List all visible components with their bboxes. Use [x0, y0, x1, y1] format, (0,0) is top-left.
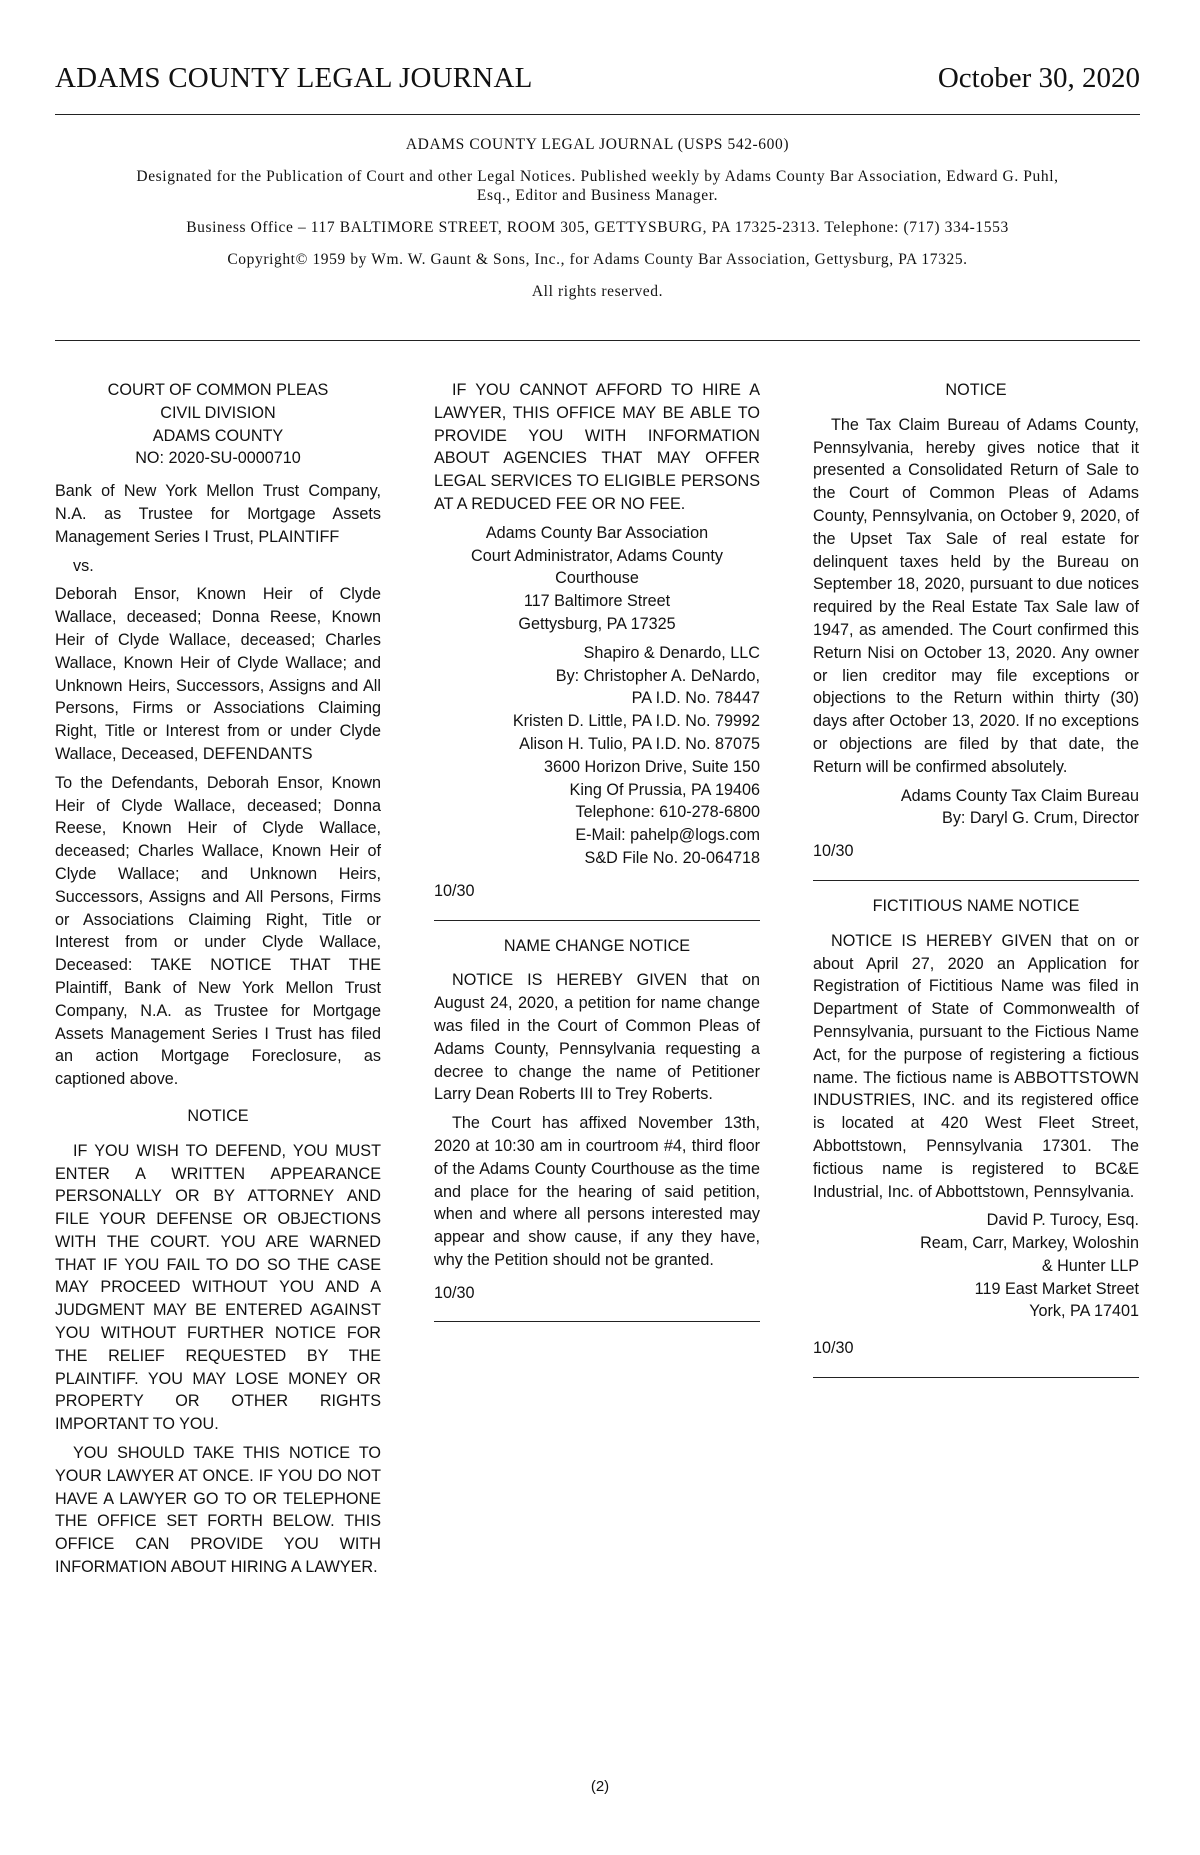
tax-claim-signature: [813, 785, 1139, 831]
issue-date: October 30, 2020: [937, 62, 1140, 94]
fictitious-sign-1: David P. Turocy, Esq.: [986, 1211, 1139, 1230]
tax-claim-heading: NOTICE: [945, 381, 1007, 399]
notice-divider: [434, 1321, 760, 1322]
masthead-designation: Designated for the Publication of Court and other Legal Notices. Published weekly by Adams County Bar Association, Edward G. Puhl, Esq., Editor and Business Manager.: [136, 168, 1059, 204]
case-number: NO: 2020-SU-0000710: [135, 449, 301, 468]
masthead: [55, 135, 1140, 314]
bar-street: 117 Baltimore Street: [523, 592, 671, 611]
masthead-title: ADAMS COUNTY LEGAL JOURNAL (USPS 542-600): [405, 136, 790, 153]
name-change-p1: NOTICE IS HEREBY GIVEN that on August 24, 2020, a petition for name change was filed in the Court of Common Pleas of Adams County, Pennsylvania requesting a decree to change the name of Petitioner Larry Dean Roberts III to Trey Roberts.: [434, 971, 760, 1104]
tax-claim-date: 10/30: [813, 842, 854, 861]
bar-admin: Court Administrator, Adams County Courthouse: [471, 546, 723, 588]
notice-divider: [813, 1377, 1139, 1378]
court-county: ADAMS COUNTY: [152, 426, 284, 445]
foreclosure-notice-p2: YOU SHOULD TAKE THIS NOTICE TO YOUR LAWYER AT ONCE. IF YOU DO NOT HAVE A LAWYER GO TO OR TELEPHONE THE OFFICE SET FORTH BELOW. THIS OFFICE CAN PROVIDE YOU WITH INFORMATION ABOUT HIRING A LAWYER.: [55, 1444, 381, 1577]
tax-claim-p1: The Tax Claim Bureau of Adams County, Pennsylvania, hereby gives notice that it presented a Consolidated Return of Sale to the Court of Common Pleas of Adams County, Pennsylvania, on October 9, 2020, of the Upset Tax Sale of real estate for delinquent taxes held by the Bureau on September 18, 2020, pursuant to due notices required by the Real Estate Tax Sale law of 1947, as amended. The Court confirmed this Return Nisi on October 13, 2020. Any owner or lien creditor may file exceptions or objections to the Return within thirty (30) days after October 13, 2020. If no exceptions or objections are filed by that date, the Return will be confirmed absolutely.: [813, 415, 1139, 776]
bar-city: Gettysburg, PA 17325: [518, 614, 676, 633]
attorney-3: Alison H. Tulio, PA I.D. No. 87075: [519, 734, 760, 753]
defendants-text: Deborah Ensor, Known Heir of Clyde Wallace, deceased; Donna Reese, Known Heir of Clyde Wallace, deceased; Charles Wallace, Known Heir of Clyde Wallace; and Unknown Heirs, Successors, Assigns and All Persons, Firms or Associations Claiming Right, Title or Interest from or under Clyde Wallace, Deceased, DEFENDANTS: [55, 585, 381, 763]
fictitious-signature: [813, 1209, 1139, 1323]
journal-title: ADAMS COUNTY LEGAL JOURNAL: [55, 62, 533, 94]
plaintiff-text: Bank of New York Mellon Trust Company, N.A. as Trustee for Mortgage Assets Management Series I Trust, PLAINTIFF: [55, 482, 381, 546]
firm-email: E-Mail: pahelp@logs.com: [575, 826, 760, 845]
foreclosure-notice-p1: IF YOU WISH TO DEFEND, YOU MUST ENTER A WRITTEN APPEARANCE PERSONALLY OR BY ATTORNEY AND FILE YOUR DEFENSE OR OBJECTIONS WITH THE COURT. YOU ARE WARNED THAT IF YOU FAIL TO DO SO THE CASE MAY PROCEED WITHOUT YOU AND A JUDGMENT MAY BE ENTERED AGAINST YOU WITHOUT FURTHER NOTICE FOR THE RELIEF REQUESTED BY THE PLAINTIFF. YOU MAY LOSE MONEY OR PROPERTY OR OTHER RIGHTS IMPORTANT TO YOU.: [55, 1141, 381, 1434]
court-division: CIVIL DIVISION: [160, 403, 276, 422]
foreclosure-caption: [55, 379, 381, 470]
page-header: [55, 62, 1140, 115]
tax-claim-sign-1: Adams County Tax Claim Bureau: [900, 786, 1139, 805]
attorney-1: By: Christopher A. DeNardo,: [555, 666, 760, 685]
foreclosure-notice-p3: IF YOU CANNOT AFFORD TO HIRE A LAWYER, THIS OFFICE MAY BE ABLE TO PROVIDE YOU WITH INFORMATION ABOUT AGENCIES THAT MAY OFFER LEGAL SERVICES TO ELIGIBLE PERSONS AT A REDUCED FEE OR NO FEE.: [434, 381, 760, 513]
versus-text: vs.: [73, 556, 94, 575]
fictitious-date: 10/30: [813, 1339, 854, 1358]
tax-claim-sign-2: By: Daryl G. Crum, Director: [942, 809, 1139, 828]
masthead-office: Business Office – 117 BALTIMORE STREET, ROOM 305, GETTYSBURG, PA 17325-2313. Telephone: (717) 334-1553: [186, 219, 1009, 236]
name-change-p2: The Court has affixed November 13th, 2020 at 10:30 am in courtroom #4, third floor of the Adams County Courthouse as the time and place for the hearing of said petition, when and where all persons interested may appear and show cause, if any they have, why the Petition should not be granted.: [434, 1114, 760, 1269]
masthead-copyright: Copyright© 1959 by Wm. W. Gaunt & Sons, Inc., for Adams County Bar Association, Gettysburg, PA 17325.: [227, 251, 968, 268]
name-change-heading: NAME CHANGE NOTICE: [503, 936, 691, 955]
attorney-1-id: PA I.D. No. 78447: [631, 689, 760, 708]
column-2: [434, 379, 760, 1336]
firm-phone: Telephone: 610-278-6800: [575, 803, 760, 822]
foreclosure-notice-heading: NOTICE: [187, 1106, 249, 1125]
masthead-rights: All rights reserved.: [531, 283, 664, 300]
page-number: (2): [590, 1778, 610, 1795]
column-3: [813, 379, 1139, 1392]
fictitious-p1: NOTICE IS HEREBY GIVEN that on or about April 27, 2020 an Application for Registration of Fictitious Name was filed in Department of State of Commonwealth of Pennsylvania, pursuant to the Fictious Name Act, for the purpose of registering a fictious name. The fictious name is ABBOTTSTOWN INDUSTRIES, INC. and its registered office is located at 420 West Fleet Street, Abbottstown, Pennsylvania 17301. The fictious name is registered to BC&E Industrial, Inc. of Abbottstown, Pennsylvania.: [813, 931, 1139, 1201]
firm-name: Shapiro & Denardo, LLC: [583, 643, 760, 662]
notice-divider: [813, 880, 1139, 881]
fictitious-sign-2: Ream, Carr, Markey, Woloshin: [920, 1234, 1139, 1253]
foreclosure-date: 10/30: [434, 881, 475, 900]
masthead-divider: [55, 340, 1140, 341]
bar-association-block: [434, 522, 760, 636]
fictitious-sign-5: York, PA 17401: [1029, 1302, 1139, 1321]
firm-city: King Of Prussia, PA 19406: [569, 780, 760, 799]
notice-divider: [434, 920, 760, 921]
law-firm-signature: [434, 642, 760, 870]
fictitious-sign-3: & Hunter LLP: [1041, 1256, 1139, 1275]
firm-street: 3600 Horizon Drive, Suite 150: [544, 757, 760, 776]
court-name: COURT OF COMMON PLEAS: [107, 381, 329, 399]
name-change-date: 10/30: [434, 1283, 475, 1302]
fictitious-heading: FICTITIOUS NAME NOTICE: [872, 896, 1080, 915]
to-defendants-text: To the Defendants, Deborah Ensor, Known Heir of Clyde Wallace, deceased; Donna Reese, Known Heir of Clyde Wallace, deceased; Charles Wallace, Known Heir of Clyde Wallace; and Unknown Heirs, Successors, Assigns and All Persons, Firms or Associations Claiming Right, Title or Interest from or under Clyde Wallace, Deceased: TAKE NOTICE THAT THE Plaintiff, Bank of New York Mellon Trust Company, N.A. as Trustee for Mortgage Assets Management Series I Trust has filed an action Mortgage Foreclosure, as captioned above.: [55, 773, 381, 1089]
attorney-2: Kristen D. Little, PA I.D. No. 79992: [512, 712, 760, 731]
bar-name: Adams County Bar Association: [485, 523, 709, 542]
column-1: [55, 379, 381, 1585]
fictitious-sign-4: 119 East Market Street: [974, 1279, 1139, 1298]
file-number: S&D File No. 20-064718: [584, 848, 760, 867]
